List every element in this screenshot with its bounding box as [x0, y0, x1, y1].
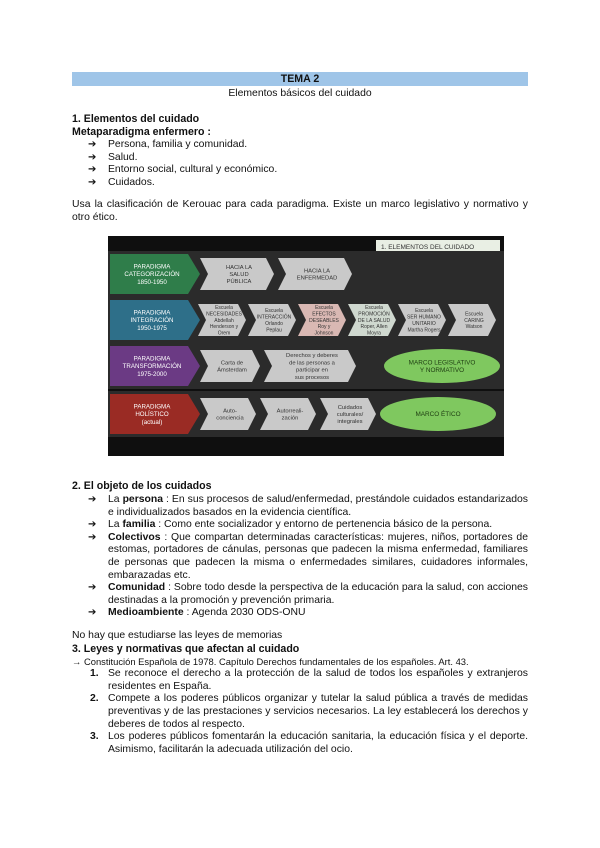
chevron-text: Watson: [465, 324, 483, 331]
paradigm-label-text: INTEGRACIÓN: [130, 317, 174, 325]
section3-heading: 3. Leyes y normativas que afectan al cuidado: [72, 642, 300, 655]
kerouac-diagram: [108, 236, 504, 456]
chevron-text: participar en: [296, 367, 328, 374]
section1-paragraph: Usa la clasificación de Kerouac para cada paradigma. Existe un marco legislativo y normativo y otro ético.: [72, 199, 528, 223]
chevron-text: NECESIDADES: [206, 311, 242, 318]
arrow-icon: ➔: [88, 494, 97, 505]
chevron-text: conciencia: [216, 415, 244, 422]
section2-heading: 2. El objeto de los cuidados: [72, 480, 212, 492]
section1-subheading: Metaparadigma enfermero :: [72, 126, 211, 138]
chevron-text: UNITARIO: [412, 320, 436, 327]
arrow-icon: ➔: [88, 176, 97, 188]
paradigm-label-text: PARADIGMA: [133, 403, 171, 411]
chevron-text: PROMOCIÓN: [358, 311, 390, 318]
chevron-text: Escuela: [315, 304, 333, 311]
chevron-text: sus procesos: [294, 374, 330, 381]
chevron-text: SALUD: [229, 272, 249, 279]
list-item: ➔ Salud.: [88, 151, 138, 163]
chevron-text: Auto-: [223, 408, 237, 415]
paradigm-label-text: 1950-1975: [137, 324, 167, 332]
chevron-text: EFECTOS: [312, 311, 336, 318]
paradigm-label-text: PARADIGMA: [133, 355, 171, 363]
chevron-text: HACIA LA: [225, 264, 253, 271]
chevron-text: Escuela: [365, 304, 383, 311]
arrow-icon: ➔: [88, 151, 97, 163]
list-item: ➔ Cuidados.: [88, 176, 155, 188]
arrow-icon: ➔: [88, 531, 97, 543]
diagram-svg: [108, 236, 504, 456]
framework-oval-text: Y NORMATIVO: [419, 367, 465, 375]
list-item: ➔ La persona : En sus procesos de salud/enfermedad, prestándole cuidados estandarizados e individualizados basados en la evidencia científica.: [88, 494, 528, 518]
section2-list: [72, 494, 528, 620]
paradigm-label-text: TRANSFORMACIÓN: [122, 363, 182, 371]
chevron-text: Peplau: [266, 327, 282, 334]
chevron-text: CARING: [464, 317, 484, 324]
chevron-text: Abdellah: [214, 317, 234, 324]
chevron-text: DESEABLES: [309, 317, 339, 324]
chevron-text: PÚBLICA: [226, 279, 252, 286]
list-item: ➔ Colectivos : Que compartan determinadas características: mujeres, niños, portadores de estomas, portadores de cánulas, personas que padecen la misma enfermedad, familiares de personas que padecen la misma o enfermedades similares, cuidadores informales, embarazadas etc.: [88, 531, 528, 581]
list-item: 1. Se reconoce el derecho a la protección de la salud de todos los españoles y extranjeros residentes en España.: [90, 668, 528, 692]
arrow-icon: ➔: [88, 607, 97, 619]
chevron-text: INTERACCIÓN: [256, 314, 292, 321]
list-item: ➔ La familia : Como ente socializador y entorno de pertenencia básico de la persona.: [88, 519, 493, 531]
chevron-text: Roy y: [317, 324, 331, 331]
paradigm-label-text: 1850-1950: [137, 278, 167, 286]
chevron-text: Autorreali-: [276, 408, 304, 415]
chevron-text: Henderson y: [209, 324, 239, 331]
chevron-text: zación: [281, 415, 299, 422]
chevron-text: Orlando: [265, 320, 283, 327]
list-item: 2. Compete a los poderes públicos organizar y tutelar la salud pública a través de medidas preventivas y de las prestaciones y servicios necesarios. La ley establecerá los derechos y deberes de todos al respecto.: [90, 693, 528, 730]
chevron-text: Johnson: [314, 330, 334, 337]
chevron-text: HACIA LA: [303, 268, 331, 275]
chevron-text: SER HUMANO: [407, 314, 441, 321]
page-title: TEMA 2: [72, 72, 528, 86]
note-text: No hay que estudiarse las leyes de memorias: [72, 629, 283, 641]
chevron-text: de las personas a: [289, 360, 335, 367]
section3-reference: → Constitución Española de 1978. Capítulo Derechos fundamentales de los españoles. Art. 43.: [72, 655, 469, 667]
chevron-text: Derechos y deberes: [286, 353, 338, 360]
chevron-text: Cuidados: [337, 404, 363, 411]
framework-oval-text: MARCO LEGISLATIVO: [408, 359, 476, 367]
chevron-text: Escuela: [415, 308, 433, 315]
chevron-text: Carta de: [220, 360, 244, 367]
arrow-icon: ➔: [88, 582, 97, 594]
chevron-text: Ámsterdam: [217, 367, 247, 374]
paradigm-label-text: HOLÍSTICO: [135, 411, 169, 419]
chevron-text: Roper, Allen: [360, 324, 388, 331]
list-item: ➔ Medioambiente : Agenda 2030 ODS-ONU: [88, 607, 306, 619]
paradigm-label-text: (actual): [141, 418, 163, 426]
paradigm-label-text: CATEGORIZACIÓN: [124, 271, 180, 279]
list-item: ➔ Comunidad : Sobre todo desde la perspectiva de la educación para la salud, con acciones destinadas a la promoción y prevención primaria.: [88, 582, 528, 606]
chevron-text: ENFERMEDAD: [296, 275, 338, 282]
diagram-banner-text: 1. ELEMENTOS DEL CUIDADO: [381, 244, 475, 251]
arrow-icon: ➔: [88, 164, 97, 176]
framework-oval-text: MARCO ÉTICO: [415, 411, 461, 419]
chevron-text: Martha Rogers: [407, 327, 441, 334]
document-page-lower: [72, 480, 528, 756]
section3-list: [72, 668, 528, 756]
chevron-text: Escuela: [465, 311, 483, 318]
chevron-text: integrales: [337, 419, 363, 426]
chevron-text: Escuela: [215, 304, 233, 311]
chevron-text: Moyra: [367, 330, 381, 337]
arrow-icon: ➔: [88, 139, 97, 150]
chevron-text: culturales/: [336, 412, 364, 419]
list-item: 3. Los poderes públicos fomentarán la educación sanitaria, la educación física y el deporte. Asimismo, facilitarán la adecuada utilización del ocio.: [90, 731, 528, 755]
arrow-icon: ➔: [88, 519, 97, 531]
paradigm-label-text: PARADIGMA: [133, 263, 171, 271]
page-subtitle: Elementos básicos del cuidado: [228, 88, 372, 99]
section1-list: [72, 139, 528, 189]
list-item: ➔ Persona, familia y comunidad.: [88, 139, 248, 150]
paradigm-label-text: PARADIGMA: [133, 309, 171, 317]
list-item: ➔ Entorno social, cultural y económico.: [88, 164, 278, 176]
paradigm-label-text: 1975-2000: [137, 370, 167, 378]
chevron-text: Escuela: [265, 308, 283, 315]
chevron-text: Orem: [217, 330, 231, 337]
document-page: [72, 72, 528, 225]
section1-heading: 1. Elementos del cuidado: [72, 113, 200, 125]
chevron-text: DE LA SALUD: [357, 317, 391, 324]
